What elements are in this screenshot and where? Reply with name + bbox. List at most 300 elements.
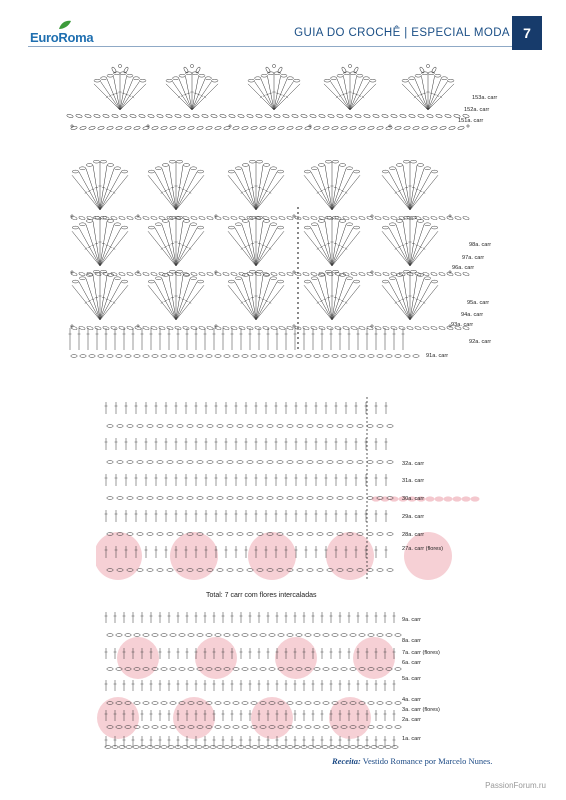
chain-stitch-symbol [228, 170, 234, 173]
chain-stitch-symbol [155, 167, 161, 170]
chain-stitch-symbol [207, 425, 213, 428]
chain-stitch-symbol [127, 326, 134, 331]
chain-stitch-symbol [143, 126, 150, 130]
start-marker-dot [366, 529, 367, 530]
chain-stitch-symbol [248, 79, 254, 82]
chain-stitch-symbol [116, 126, 123, 130]
chain-stitch-symbol [423, 216, 430, 221]
start-marker-dot [366, 497, 367, 498]
chain-stitch-symbol [271, 326, 278, 331]
chain-stitch-symbol [337, 461, 343, 464]
chain-stitch-symbol [314, 355, 320, 358]
chain-stitch-symbol [224, 726, 230, 729]
chain-stitch-symbol [247, 569, 253, 572]
chain-stitch-symbol [279, 326, 286, 331]
chain-stitch-symbol [455, 272, 462, 277]
chain-stitch-symbol [431, 170, 437, 173]
chain-stitch-symbol [127, 461, 133, 464]
chain-stitch-symbol [247, 497, 253, 500]
chain-stitch-symbol [179, 355, 185, 358]
row-label-97: 97a. carr [462, 255, 485, 261]
start-marker-dot [366, 441, 367, 442]
start-marker-dot [366, 545, 367, 546]
chain-stitch-symbol [167, 569, 173, 572]
chain-stitch-symbol [151, 272, 158, 277]
chain-stitch-symbol [296, 126, 303, 130]
flower-motif [275, 637, 317, 679]
single-crochet-symbol [214, 214, 218, 218]
chain-stitch-symbol [323, 726, 329, 729]
chain-stitch-symbol [173, 77, 179, 80]
chain-stitch-symbol [217, 746, 223, 749]
chain-stitch-symbol [337, 497, 343, 500]
row-label-153: 153a. carr [472, 95, 498, 101]
chain-stitch-symbol [387, 533, 393, 536]
chain-stitch-symbol [98, 126, 105, 130]
chain-stitch-symbol [121, 226, 127, 229]
chain-stitch-symbol [417, 164, 423, 167]
single-crochet-symbol [70, 324, 74, 328]
chain-stitch-symbol [67, 114, 74, 118]
start-marker-dot [297, 302, 299, 304]
chain-stitch-symbol [259, 746, 265, 749]
chain-stitch-symbol [167, 425, 173, 428]
start-marker-dot [297, 217, 299, 219]
chain-stitch-symbol [101, 77, 107, 80]
chain-stitch-symbol [197, 425, 203, 428]
chain-stitch-symbol [175, 114, 182, 118]
chain-stitch-symbol [343, 272, 350, 277]
chain-stitch-symbol [386, 726, 392, 729]
chain-stitch-symbol [148, 280, 154, 283]
chain-stitch-symbol [287, 461, 293, 464]
chain-stitch-symbol [161, 726, 167, 729]
chain-stitch-symbol [400, 114, 407, 118]
chain-stitch-symbol [177, 461, 183, 464]
chain-stitch-symbol [403, 160, 409, 163]
chain-stitch-symbol [305, 355, 311, 358]
chain-stitch-symbol [351, 216, 358, 221]
chain-stitch-symbol [117, 497, 123, 500]
chain-stitch-symbol [377, 702, 383, 705]
chain-stitch-symbol [151, 326, 158, 331]
chain-stitch-symbol [297, 569, 303, 572]
chain-stitch-symbol [428, 72, 434, 75]
start-marker-dot [297, 252, 299, 254]
chain-stitch-symbol [307, 497, 313, 500]
chain-stitch-symbol [137, 425, 143, 428]
chain-stitch-symbol [114, 277, 120, 280]
chain-stitch-symbol [188, 668, 194, 671]
chain-stitch-symbol [114, 223, 120, 226]
chain-stitch-symbol [207, 272, 214, 277]
chain-stitch-symbol [344, 72, 350, 75]
chain-stitch-symbol [307, 533, 313, 536]
chain-stitch-symbol [137, 461, 143, 464]
chain-stitch-symbol [148, 170, 154, 173]
chain-stitch-symbol [314, 702, 320, 705]
row-label-151: 151a. carr [458, 118, 484, 124]
chain-stitch-symbol [177, 425, 183, 428]
chain-stitch-symbol [314, 668, 320, 671]
chain-stitch-symbol [327, 497, 333, 500]
chain-stitch-symbol [133, 746, 139, 749]
chain-stitch-symbol [279, 272, 286, 277]
single-crochet-symbol [370, 214, 374, 218]
chain-stitch-symbol [386, 126, 393, 130]
chain-stitch-symbol [269, 126, 276, 130]
start-marker-dot [366, 421, 367, 422]
chain-stitch-symbol [117, 425, 123, 428]
start-marker-dot [297, 327, 299, 329]
chain-stitch-symbol [242, 164, 248, 167]
chain-stitch-symbol [85, 114, 92, 118]
chain-stitch-symbol [227, 425, 233, 428]
chain-stitch-symbol [378, 746, 384, 749]
chain-stitch-symbol [327, 326, 334, 331]
start-marker-dot [297, 257, 299, 259]
chain-stitch-symbol [287, 126, 294, 130]
chain-stitch-symbol [199, 74, 205, 77]
row-label-152: 152a. carr [464, 107, 490, 113]
start-marker-dot [366, 445, 367, 446]
chain-stitch-symbol [317, 461, 323, 464]
chain-stitch-symbol [242, 634, 248, 637]
flower-chain-motif [444, 496, 453, 501]
chain-stitch-symbol [304, 226, 310, 229]
picot-symbol [190, 64, 193, 67]
chain-stitch-symbol [383, 272, 390, 277]
chain-stitch-symbol [323, 702, 329, 705]
chain-stitch-symbol [305, 634, 311, 637]
start-marker-dot [366, 405, 367, 406]
chain-stitch-symbol [152, 726, 158, 729]
chain-stitch-symbol [152, 634, 158, 637]
chain-stitch-symbol [283, 114, 290, 118]
chain-stitch-symbol [287, 746, 293, 749]
chain-stitch-symbol [359, 272, 366, 277]
chain-stitch-symbol [395, 726, 401, 729]
chain-stitch-symbol [197, 461, 203, 464]
chain-stitch-symbol [410, 216, 416, 219]
chain-stitch-symbol [355, 114, 362, 118]
chain-stitch-symbol [79, 167, 85, 170]
chain-stitch-symbol [242, 668, 248, 671]
start-marker-dot [297, 347, 299, 349]
row-label-7: 7a. carr (flores) [402, 650, 440, 656]
chain-stitch-symbol [311, 223, 317, 226]
chain-stitch-symbol [215, 326, 222, 331]
chain-stitch-symbol [107, 220, 113, 223]
start-marker-dot [366, 489, 367, 490]
chain-stitch-symbol [111, 326, 118, 331]
chain-stitch-symbol [281, 74, 287, 77]
row-label-29: 29a. carr [402, 514, 425, 520]
single-crochet-symbol [146, 124, 150, 128]
chain-stitch-symbol [268, 72, 274, 75]
chain-stitch-symbol [257, 425, 263, 428]
chain-stitch-symbol [98, 355, 104, 358]
chain-stitch-symbol [389, 167, 395, 170]
chain-stitch-symbol [350, 634, 356, 637]
chain-stitch-symbol [190, 277, 196, 280]
chain-stitch-symbol [197, 355, 203, 358]
chain-stitch-symbol [71, 355, 77, 358]
chain-stitch-symbol [134, 702, 140, 705]
chain-stitch-symbol [125, 355, 131, 358]
chain-stitch-symbol [332, 355, 338, 358]
chain-stitch-symbol [325, 160, 331, 163]
chain-stitch-symbol [228, 226, 234, 229]
flower-chain-motif [462, 496, 471, 501]
chain-stitch-symbol [346, 277, 352, 280]
flower-chain-motif [471, 496, 480, 501]
chain-stitch-symbol [277, 280, 283, 283]
chain-stitch-symbol [332, 668, 338, 671]
chain-stitch-symbol [157, 425, 163, 428]
chain-stitch-symbol [79, 216, 86, 221]
chain-stitch-symbol [292, 114, 299, 118]
chain-stitch-symbol [179, 126, 186, 130]
row-label-5: 5a. carr [402, 676, 421, 682]
chain-stitch-symbol [239, 272, 246, 277]
chain-stitch-symbol [370, 79, 376, 82]
chain-stitch-symbol [382, 114, 389, 118]
chain-stitch-symbol [161, 746, 167, 749]
chain-stitch-symbol [395, 355, 401, 358]
chain-stitch-symbol [261, 74, 267, 77]
chain-stitch-symbol [215, 272, 222, 277]
chain-stitch-symbol [337, 425, 343, 428]
chain-stitch-symbol [323, 355, 329, 358]
chain-stitch-symbol [383, 326, 390, 331]
chain-stitch-symbol [177, 533, 183, 536]
chain-stitch-symbol [359, 634, 365, 637]
start-marker-dot [366, 397, 367, 398]
chain-stitch-symbol [307, 461, 313, 464]
chain-stitch-symbol [170, 355, 176, 358]
start-marker-dot [297, 322, 299, 324]
chain-stitch-symbol [159, 272, 166, 277]
chain-stitch-symbol [179, 668, 185, 671]
chain-stitch-symbol [193, 114, 200, 118]
chain-stitch-symbol [435, 74, 441, 77]
chain-stitch-symbol [107, 74, 113, 77]
chain-stitch-symbol [147, 533, 153, 536]
chain-stitch-symbol [166, 114, 173, 118]
chain-stitch-symbol [335, 326, 342, 331]
chain-stitch-symbol [86, 274, 92, 277]
chain-stitch-symbol [441, 77, 447, 80]
chain-stitch-symbol [297, 425, 303, 428]
chain-stitch-symbol [71, 126, 78, 130]
single-crochet-symbol [228, 124, 232, 128]
chain-stitch-symbol [404, 355, 410, 358]
chain-stitch-symbol [119, 326, 126, 331]
picot-symbol [426, 64, 429, 67]
chain-stitch-symbol [127, 497, 133, 500]
chain-stitch-symbol [127, 425, 133, 428]
chain-stitch-symbol [196, 746, 202, 749]
chain-stitch-symbol [157, 461, 163, 464]
start-marker-dot [366, 413, 367, 414]
chain-stitch-symbol [296, 726, 302, 729]
chain-stitch-symbol [277, 170, 283, 173]
chain-stitch-symbol [143, 726, 149, 729]
chain-stitch-symbol [233, 634, 239, 637]
picot-symbol [348, 64, 351, 67]
chain-stitch-symbol [413, 355, 419, 358]
row-label-93: 93a. carr [451, 322, 474, 328]
chain-stitch-symbol [162, 164, 168, 167]
chain-stitch-symbol [375, 216, 382, 221]
chain-stitch-symbol [367, 425, 373, 428]
chain-stitch-symbol [336, 746, 342, 749]
flower-chain-motif [390, 496, 399, 501]
chain-stitch-symbol [418, 114, 425, 118]
chain-stitch-symbol [167, 533, 173, 536]
chain-stitch-symbol [134, 634, 140, 637]
start-marker-dot [366, 429, 367, 430]
chain-stitch-symbol [251, 126, 258, 130]
chain-stitch-symbol [301, 114, 308, 118]
chain-stitch-symbol [431, 226, 437, 229]
chain-stitch-symbol [364, 114, 371, 118]
chain-stitch-symbol [260, 634, 266, 637]
chain-stitch-symbol [224, 126, 231, 130]
chain-stitch-symbol [350, 72, 356, 75]
start-marker-dot [297, 287, 299, 289]
start-marker-dot [366, 409, 367, 410]
chain-stitch-symbol [207, 216, 214, 221]
start-marker-dot [297, 317, 299, 319]
chain-stitch-symbol [197, 170, 203, 173]
row-label-32: 32a. carr [402, 461, 425, 467]
chain-stitch-symbol [311, 216, 318, 221]
chain-stitch-symbol [189, 746, 195, 749]
chain-stitch-symbol [367, 461, 373, 464]
chain-stitch-symbol [72, 280, 78, 283]
chain-stitch-symbol [152, 126, 159, 130]
chain-stitch-symbol [359, 216, 366, 221]
start-marker-dot [297, 342, 299, 344]
chain-stitch-symbol [263, 164, 269, 167]
chain-stitch-symbol [339, 220, 345, 223]
chain-stitch-symbol [217, 533, 223, 536]
chain-stitch-symbol [199, 216, 206, 221]
chain-stitch-symbol [367, 272, 374, 277]
chain-stitch-symbol [227, 497, 233, 500]
chain-stitch-symbol [375, 326, 382, 331]
row-label-98: 98a. carr [469, 242, 492, 248]
chain-stitch-symbol [217, 497, 223, 500]
chain-stitch-symbol [415, 74, 421, 77]
chain-stitch-symbol [463, 272, 470, 277]
chain-stitch-symbol [203, 746, 209, 749]
chain-stitch-symbol [152, 702, 158, 705]
single-crochet-symbol [448, 214, 452, 218]
chain-stitch-symbol [431, 216, 438, 221]
chain-stitch-symbol [343, 326, 350, 331]
chain-stitch-symbol [273, 746, 279, 749]
chain-stitch-symbol [215, 126, 222, 130]
chain-stitch-symbol [267, 497, 273, 500]
start-marker-dot [366, 437, 367, 438]
chain-stitch-symbol [271, 272, 278, 277]
chain-stitch-symbol [327, 533, 333, 536]
chain-stitch-symbol [72, 226, 78, 229]
chain-stitch-symbol [197, 497, 203, 500]
start-marker-dot [297, 292, 299, 294]
chain-stitch-symbol [239, 326, 246, 331]
chain-stitch-symbol [167, 461, 173, 464]
chain-stitch-symbol [391, 114, 398, 118]
row-label-31: 31a. carr [402, 478, 425, 484]
single-crochet-symbol [370, 324, 374, 328]
chain-stitch-symbol [220, 114, 227, 118]
chain-stitch-symbol [350, 355, 356, 358]
chain-stitch-symbol [119, 272, 126, 277]
chain-stitch-symbol [71, 272, 78, 277]
chain-stitch-symbol [79, 326, 86, 331]
chain-stitch-symbol [359, 126, 366, 130]
chain-stitch-symbol [80, 126, 87, 130]
chain-stitch-symbol [107, 634, 113, 637]
start-marker-dot [297, 297, 299, 299]
chain-stitch-symbol [71, 216, 78, 221]
chain-stitch-symbol [238, 114, 245, 118]
chain-stitch-symbol [79, 223, 85, 226]
chain-stitch-symbol [280, 746, 286, 749]
chain-stitch-symbol [395, 634, 401, 637]
chain-stitch-symbol [278, 126, 285, 130]
chain-stitch-symbol [387, 461, 393, 464]
start-marker-dot [366, 513, 367, 514]
chain-stitch-symbol [217, 425, 223, 428]
chain-stitch-symbol [255, 77, 261, 80]
chain-stitch-symbol [127, 74, 133, 77]
chain-stitch-symbol [294, 79, 300, 82]
chain-stitch-symbol [377, 355, 383, 358]
chain-stitch-symbol [188, 126, 195, 130]
chain-stitch-symbol [94, 79, 100, 82]
chain-stitch-symbol [367, 216, 374, 221]
chain-stitch-symbol [332, 216, 338, 219]
page-header [0, 0, 566, 50]
chain-stitch-symbol [152, 355, 158, 358]
chain-stitch-symbol [107, 355, 113, 358]
chain-stitch-symbol [395, 126, 402, 130]
chain-stitch-symbol [296, 634, 302, 637]
chain-stitch-symbol [357, 74, 363, 77]
chain-stitch-symbol [231, 216, 238, 221]
chain-stitch-symbol [192, 72, 198, 75]
chain-stitch-symbol [297, 497, 303, 500]
chain-stitch-symbol [157, 533, 163, 536]
chain-stitch-symbol [187, 425, 193, 428]
chain-stitch-symbol [317, 533, 323, 536]
chain-stitch-symbol [215, 216, 222, 221]
chain-stitch-symbol [224, 746, 230, 749]
row-label-28: 28a. carr [402, 532, 425, 538]
chain-stitch-symbol [159, 326, 166, 331]
chain-stitch-symbol [256, 270, 262, 273]
chain-stitch-symbol [279, 216, 286, 221]
chain-stitch-symbol [269, 634, 275, 637]
chain-stitch-symbol [353, 226, 359, 229]
chain-stitch-symbol [422, 126, 429, 130]
chain-stitch-symbol [183, 326, 190, 331]
